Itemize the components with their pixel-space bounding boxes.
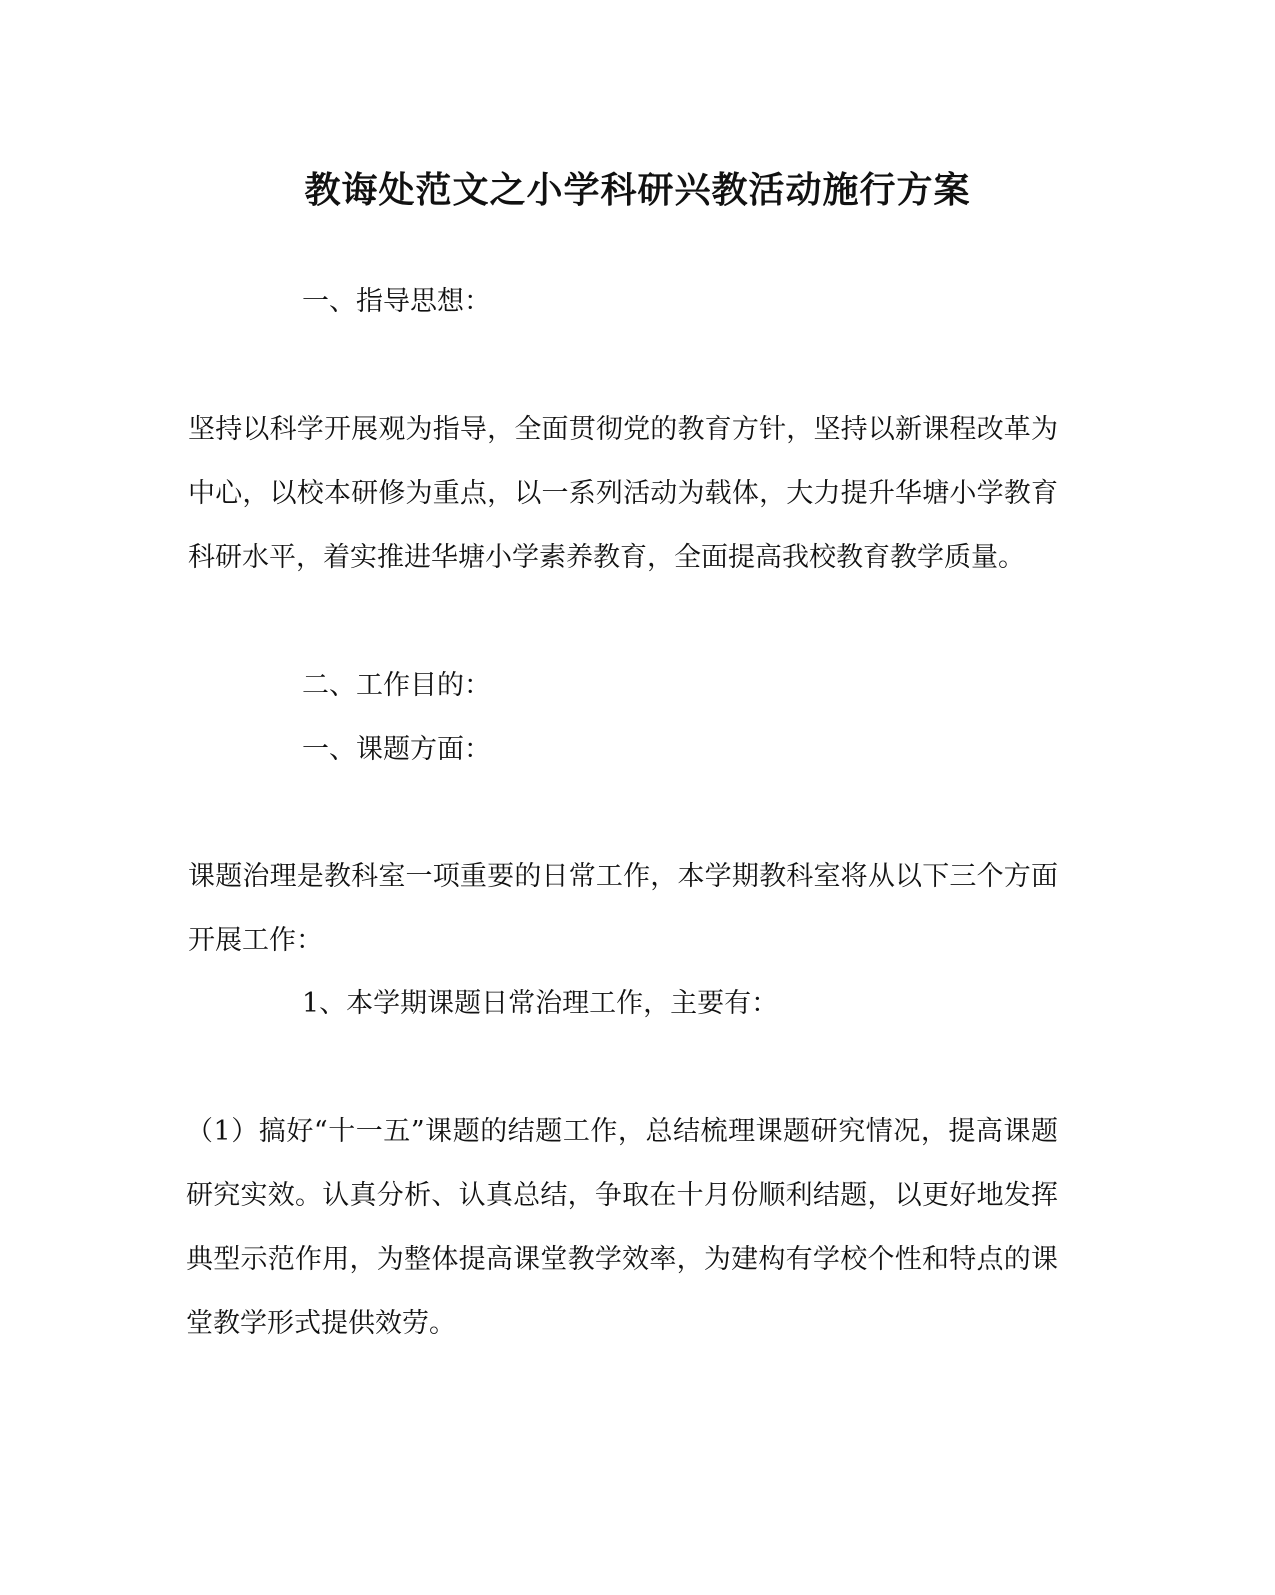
section-heading-daily-management: 1、本学期课题日常治理工作，主要有：: [302, 988, 779, 1019]
section-heading-topics: 一、课题方面：: [302, 734, 491, 765]
document-title: 教诲处范文之小学科研兴教活动施行方案: [304, 169, 971, 211]
section-heading-guiding-ideology: 一、指导思想：: [302, 286, 491, 317]
paragraph-guiding-ideology: 坚持以科学开展观为指导，全面贯彻党的教育方针，坚持以新课程改革为中心，以校本研修为重点，以一系列活动为载体，大力提升华塘小学教育科研水平，着实推进华塘小学素养教育，全面提高我校教育教学质量。: [188, 414, 1058, 573]
paragraph-topic-management: 课题治理是教科室一项重要的日常工作，本学期教科室将从以下三个方面开展工作：: [188, 861, 1058, 956]
paragraph-item-1: （1）搞好“十一五”课题的结题工作，总结梳理课题研究情况，提高课题研究实效。认真分析、认真总结，争取在十月份顺利结题，以更好地发挥典型示范作用，为整体提高课堂教学效率，为建构有学校个性和特点的课堂教学形式提供效劳。: [186, 1116, 1058, 1339]
section-heading-work-goals: 二、工作目的：: [302, 670, 491, 701]
